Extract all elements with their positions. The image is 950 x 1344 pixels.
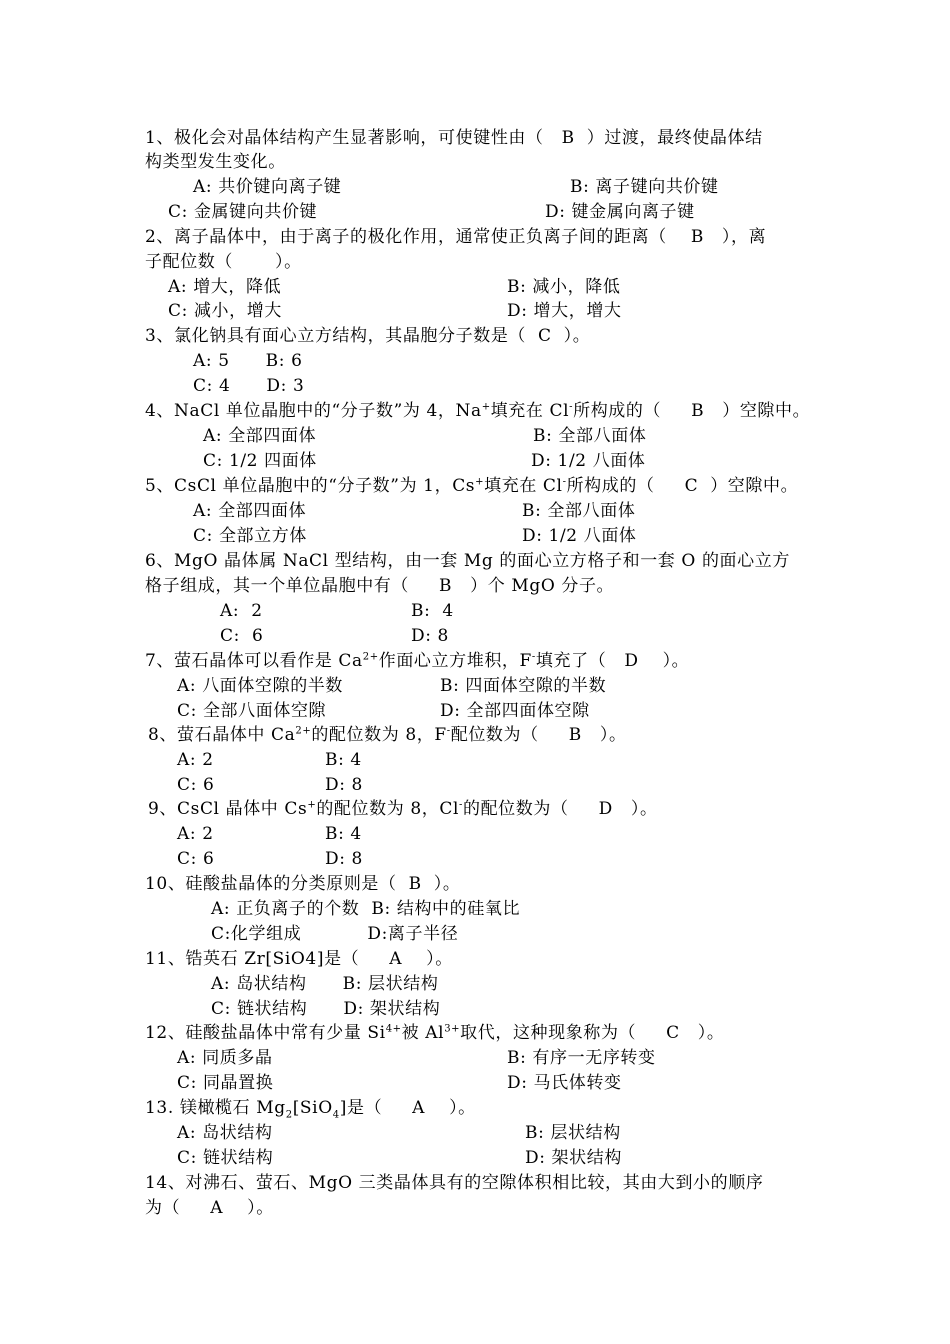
q8-option-b: B: 4 — [325, 750, 362, 770]
q5-option-a: A: 全部四面体 — [193, 501, 307, 521]
q1-stem-line2: 构类型发生变化。 — [145, 152, 286, 172]
q9-stem: 9、CsCl 晶体中 Cs+的配位数为 8，Cl-的配位数为（ D ）。 — [148, 799, 658, 819]
q13-option-a: A: 岛状结构 — [177, 1123, 273, 1143]
q14-stem-line1: 14、对沸石、萤石、MgO 三类晶体具有的空隙体积相比较，其由大到小的顺序 — [145, 1173, 764, 1193]
q6-option-a: A: 2 — [220, 601, 263, 621]
q10-stem: 10、硅酸盐晶体的分类原则是（ B ）。 — [145, 874, 461, 894]
q12-option-b: B: 有序一无序转变 — [507, 1048, 656, 1068]
q1-option-b: B: 离子键向共价键 — [570, 177, 719, 197]
q9-option-a: A: 2 — [177, 824, 214, 844]
q12-stem: 12、硅酸盐晶体中常有少量 $Si^{4+}$被 $Al^{3+}$取代，这种现象称为（ C ）。 — [145, 1023, 725, 1043]
q6-option-c: C: 6 — [220, 626, 264, 646]
q3-options-cd: C: 4 D: 3 — [193, 376, 305, 396]
q7-option-c: C: 全部八面体空隙 — [177, 701, 327, 721]
q2-stem-line2: 子配位数（ ）。 — [145, 252, 302, 272]
q2-option-c: C: 减小，增大 — [168, 301, 282, 321]
q12-option-a: A: 同质多晶 — [177, 1048, 273, 1068]
q7-option-a: A: 八面体空隙的半数 — [177, 676, 344, 696]
q4-option-b: B: 全部八面体 — [533, 426, 647, 446]
q7-option-b: B: 四面体空隙的半数 — [440, 676, 607, 696]
q1-option-d: D: 键金属向离子键 — [545, 202, 695, 222]
q10-options-ab: A: 正负离子的个数 B: 结构中的硅氧比 — [211, 899, 521, 919]
q5-option-b: B: 全部八面体 — [522, 501, 636, 521]
q2-option-d: D: 增大，增大 — [507, 301, 622, 321]
q13-stem: 13. 镁橄榄石 $Mg_2[SiO_4]$是（ A ）。 — [145, 1098, 476, 1121]
q12-option-c: C: 同晶置换 — [177, 1073, 274, 1093]
q7-option-d: D: 全部四面体空隙 — [440, 701, 590, 721]
q6-option-b: B: 4 — [411, 601, 454, 621]
q9-option-c: C: 6 — [177, 849, 215, 869]
q13-option-d: D: 架状结构 — [525, 1148, 622, 1168]
q8-stem: 8、萤石晶体中 $Ca^{2+}$的配位数为 8，F-配位数为（ B ）。 — [148, 725, 627, 745]
q5-stem: 5、CsCl 单位晶胞中的“分子数”为 1，Cs+填充在 Cl-所构成的（ C ）空隙中。 — [145, 476, 799, 496]
q10-options-cd: C:化学组成 D:离子半径 — [211, 924, 459, 944]
q12-option-d: D: 马氏体转变 — [507, 1073, 622, 1093]
q1-stem-line1: 1、极化会对晶体结构产生显著影响，可使键性由（ B ）过渡，最终使晶体结 — [145, 128, 763, 148]
q8-option-c: C: 6 — [177, 775, 215, 795]
q11-stem: 11、锆英石 Zr[SiO4]是（ A ）。 — [145, 949, 453, 969]
q4-option-d: D: 1/2 八面体 — [531, 451, 646, 471]
q1-option-a: A: 共价键向离子键 — [193, 177, 342, 197]
q3-options-ab: A: 5 B: 6 — [193, 351, 303, 371]
q2-option-b: B: 减小，降低 — [507, 277, 621, 297]
q1-option-c: C: 金属键向共价键 — [168, 202, 318, 222]
q9-option-b: B: 4 — [325, 824, 362, 844]
q13-option-b: B: 层状结构 — [525, 1123, 621, 1143]
q5-option-c: C: 全部立方体 — [193, 526, 307, 546]
q4-option-a: A: 全部四面体 — [203, 426, 317, 446]
q2-stem-line1: 2、离子晶体中，由于离子的极化作用，通常使正负离子间的距离（ B ），离 — [145, 227, 767, 247]
q6-option-d: D: 8 — [411, 626, 449, 646]
q11-options-ab: A: 岛状结构 B: 层状结构 — [211, 974, 439, 994]
q5-option-d: D: 1/2 八面体 — [522, 526, 637, 546]
q8-option-a: A: 2 — [177, 750, 214, 770]
q6-stem-line1: 6、MgO 晶体属 NaCl 型结构，由一套 Mg 的面心立方格子和一套 O 的面心立方 — [145, 551, 790, 571]
q13-option-c: C: 链状结构 — [177, 1148, 274, 1168]
q9-option-d: D: 8 — [325, 849, 363, 869]
q11-options-cd: C: 链状结构 D: 架状结构 — [211, 999, 441, 1019]
q4-stem: 4、NaCl 单位晶胞中的“分子数”为 4，Na+填充在 Cl-所构成的（ B ）空隙中。 — [145, 401, 811, 421]
q14-stem-line2: 为（ A ）。 — [145, 1198, 274, 1218]
q4-option-c: C: 1/2 四面体 — [203, 451, 317, 471]
q7-stem: 7、萤石晶体可以看作是 $Ca^{2+}$作面心立方堆积，F-填充了（ D ）。 — [145, 651, 690, 671]
q6-stem-line2: 格子组成，其一个单位晶胞中有（ B ）个 MgO 分子。 — [145, 576, 615, 596]
q3-stem: 3、氯化钠具有面心立方结构，其晶胞分子数是（ C ）。 — [145, 326, 591, 346]
q8-option-d: D: 8 — [325, 775, 363, 795]
q2-option-a: A: 增大，降低 — [168, 277, 282, 297]
